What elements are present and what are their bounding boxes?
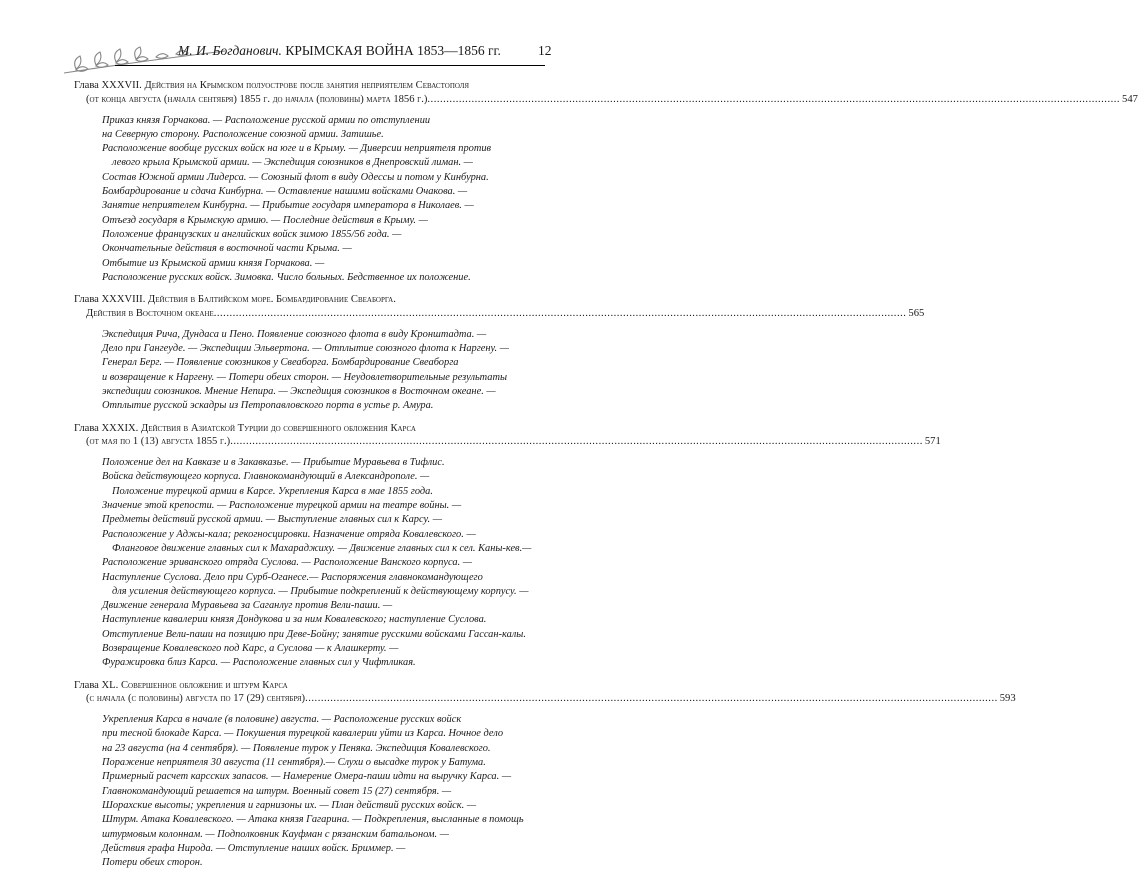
chapter-label: Глава XXXIX.: [74, 422, 141, 434]
summary-line: на Северную сторону. Расположение союзной армии. Затишье.: [102, 128, 384, 140]
summary-line: при тесной блокаде Карса. — Покушения турецкой кавалерии уйти из Карса. Ночное дело: [102, 728, 504, 740]
summary-line: Наступление кавалерии князя Дондукова и за ним Ковалевского; наступление Суслова.: [102, 614, 487, 626]
chapter-heading: [74, 679, 554, 693]
chapter-heading: [74, 79, 554, 93]
summary-line: штурмовым колоннам. — Подполковник Кауфман с рязанским батальоном. —: [102, 828, 449, 840]
summary-line: Расположение эриванского отряда Суслова. — Расположение Ванского корпуса. —: [102, 557, 473, 569]
summary-line: Главнокомандующий решается на штурм. Военный совет 15 (27) сентября. —: [102, 785, 452, 797]
summary-line: Потери обеих сторон.: [102, 857, 203, 869]
summary-line: для усиления действующего корпуса. — Прибытие подкреплений к действующему корпусу. —: [112, 585, 529, 597]
chapter-title: Действия в Азиатской Турции до совершенного обложения Карса: [140, 422, 416, 434]
chapter-page-number[interactable]: 571: [924, 436, 941, 448]
dot-leader: ............................................................................................................................................................................................................................: [213, 307, 907, 319]
summary-line: Положение дел на Кавказе и в Закавказье. — Прибытие Муравьева в Тифлис.: [102, 457, 445, 469]
running-head: [178, 43, 501, 59]
summary-line: Штурм. Атака Ковалевского. — Атака князя Гагарина. — Подкрепления, высланные в помощь: [102, 814, 524, 826]
chapter-heading: [74, 422, 554, 436]
chapter-summary: [74, 328, 554, 414]
chapter-title-cont: (от конца августа (начала сентября) 1855 г. до начала (половины) марта 1856 г.): [86, 93, 428, 105]
summary-line: Расположение вообще русских войск на юге и в Крыму. — Диверсии неприятеля против: [102, 143, 492, 155]
summary-line: Возвращение Ковалевского под Карс, а Суслова — к Алашкерту. —: [102, 642, 399, 654]
summary-line: экспедиции союзников. Мнение Непира. — Экспедиция союзников в Восточном океане. —: [102, 385, 496, 397]
summary-line: и возвращение к Наргену. — Потери обеих сторон. — Неудовлетворительные результаты: [102, 371, 507, 383]
chapter-title-continued: [74, 692, 1016, 706]
summary-line: на 23 августа (на 4 сентября). — Появление турок у Пеняка. Экспедиция Ковалевского.: [102, 742, 491, 754]
page-header: [0, 0, 610, 80]
summary-line: Фланговое движение главных сил к Махараджиху. — Движение главных сил к сел. Каны-кев.—: [112, 542, 532, 554]
summary-line: Состав Южной армии Лидерса. — Союзный флот в виду Одессы и потом у Кинбурна.: [102, 171, 489, 183]
chapter-summary: [74, 713, 554, 870]
chapter-title: Действия на Крымском полуострове после занятия неприятелем Севастополя: [144, 80, 470, 91]
chapter-entry: [74, 79, 1138, 285]
dot-leader: ............................................................................................................................................................................................................................: [305, 693, 998, 705]
summary-line: Положение французских и английских войск зимою 1855/56 года. —: [102, 228, 402, 240]
summary-line: Приказ князя Горчакова. — Расположение русской армии по отступлении: [102, 114, 431, 126]
page-number: 12: [538, 43, 552, 58]
summary-line: Занятие неприятелем Кинбурна. — Прибытие государя императора в Николаев. —: [102, 200, 474, 212]
summary-line: Шорахские высоты; укрепления и гарнизоны их. — План действий русских войск. —: [102, 799, 477, 811]
summary-line: Дело при Гангеуде. — Экспедиции Эльвертона. — Отплытие союзного флота к Наргену. —: [102, 343, 509, 355]
summary-line: Положение турецкой армии в Карсе. Укрепления Карса в мае 1855 года.: [112, 485, 433, 497]
chapter-label: Глава XXXVIII.: [74, 294, 149, 306]
chapter-title-continued: [74, 435, 941, 449]
chapter-title-cont: (от мая по 1 (13) августа 1855 г.): [86, 436, 231, 448]
chapter-page-number[interactable]: 565: [908, 307, 925, 319]
summary-line: Поражение неприятеля 30 августа (11 сентября).— Слухи о высадке турок у Батума.: [102, 757, 486, 769]
summary-line: Отступление Вели-паши на позицию при Деве-Бойну; занятие русскими войсками Гассан-калы.: [102, 628, 526, 640]
summary-line: Действия графа Нирода. — Отступление наших войск. Бриммер. —: [102, 842, 406, 854]
summary-line: Предметы действий русской армии. — Выступление главных сил к Карсу. —: [102, 514, 442, 526]
summary-line: Генерал Берг. — Появление союзников у Свеаборга. Бомбардирование Свеаборга: [102, 357, 459, 369]
chapter-page-number[interactable]: 547: [1122, 93, 1138, 105]
chapter-title-cont: (с начала (с половины) августа по 17 (29) сентября): [86, 693, 306, 705]
header-rule: [115, 65, 545, 66]
summary-line: левого крыла Крымской армии. — Экспедиция союзников в Днепровский лиман. —: [112, 157, 473, 169]
chapter-title: Совершенное обложение и штурм Карса: [120, 679, 288, 691]
chapter-entry: [74, 422, 941, 671]
summary-line: Экспедиция Рича, Дундаса и Пено. Появление союзного флота в виду Кронштадта. —: [102, 328, 487, 340]
chapter-title-continued: [74, 307, 925, 321]
chapter-entry: [74, 679, 1016, 871]
chapter-summary: [74, 114, 554, 286]
chapter-label: Глава XXXVII.: [74, 80, 145, 91]
summary-line: Движение генерала Муравьева за Саганлуг против Вели-паши. —: [102, 600, 393, 612]
summary-line: Значение этой крепости. — Расположение турецкой армии на театре войны. —: [102, 500, 462, 512]
book-title: КРЫМСКАЯ ВОЙНА 1853—1856 гг.: [285, 43, 501, 58]
summary-line: Войска действующего корпуса. Главнокомандующий в Александрополе. —: [102, 471, 430, 483]
summary-line: Окончательные действия в восточной части Крыма. —: [102, 243, 352, 255]
chapter-heading: [74, 293, 554, 307]
chapter-title: Действия в Балтийском море. Бомбардирование Свеаборга.: [148, 294, 396, 306]
chapter-summary: [74, 456, 554, 670]
summary-line: Расположение у Аджы-кала; рекогносцировки. Назначение отряда Ковалевского. —: [102, 528, 476, 540]
dot-leader: ............................................................................................................................................................................................................................: [230, 436, 923, 448]
summary-line: Фуражировка близ Карса. — Расположение главных сил у Чифтликая.: [102, 657, 416, 669]
author-name: М. И. Богданович.: [178, 43, 282, 58]
chapter-page-number[interactable]: 593: [999, 693, 1016, 705]
chapter-label: Глава XL.: [74, 679, 121, 691]
summary-line: Примерный расчет карсских запасов. — Намерение Омера-паши идти на выручку Карса. —: [102, 771, 512, 783]
summary-line: Отплытие русской эскадры из Петропавловского порта в устье р. Амура.: [102, 400, 434, 412]
table-of-contents: [74, 79, 1138, 878]
chapter-title-continued: [74, 93, 1138, 107]
summary-line: Отъезд государя в Крымскую армию. — Последние действия в Крыму. —: [102, 214, 428, 226]
summary-line: Расположение русских войск. Зимовка. Число больных. Бедственное их положение.: [102, 271, 471, 283]
dot-leader: ............................................................................................................................................................................................................................: [427, 93, 1121, 105]
chapter-title-cont: Действия в Восточном океане: [86, 307, 214, 319]
summary-line: Бомбардирование и сдача Кинбурна. — Оставление нашими войсками Очакова. —: [102, 186, 468, 198]
summary-line: Наступление Суслова. Дело при Сурб-Оганесе.— Распоряжения главнокомандующего: [102, 571, 483, 583]
summary-line: Укрепления Карса в начале (в половине) августа. — Расположение русских войск: [102, 714, 462, 726]
chapter-entry: [74, 293, 925, 413]
summary-line: Отбытие из Крымской армии князя Горчакова. —: [102, 257, 325, 269]
